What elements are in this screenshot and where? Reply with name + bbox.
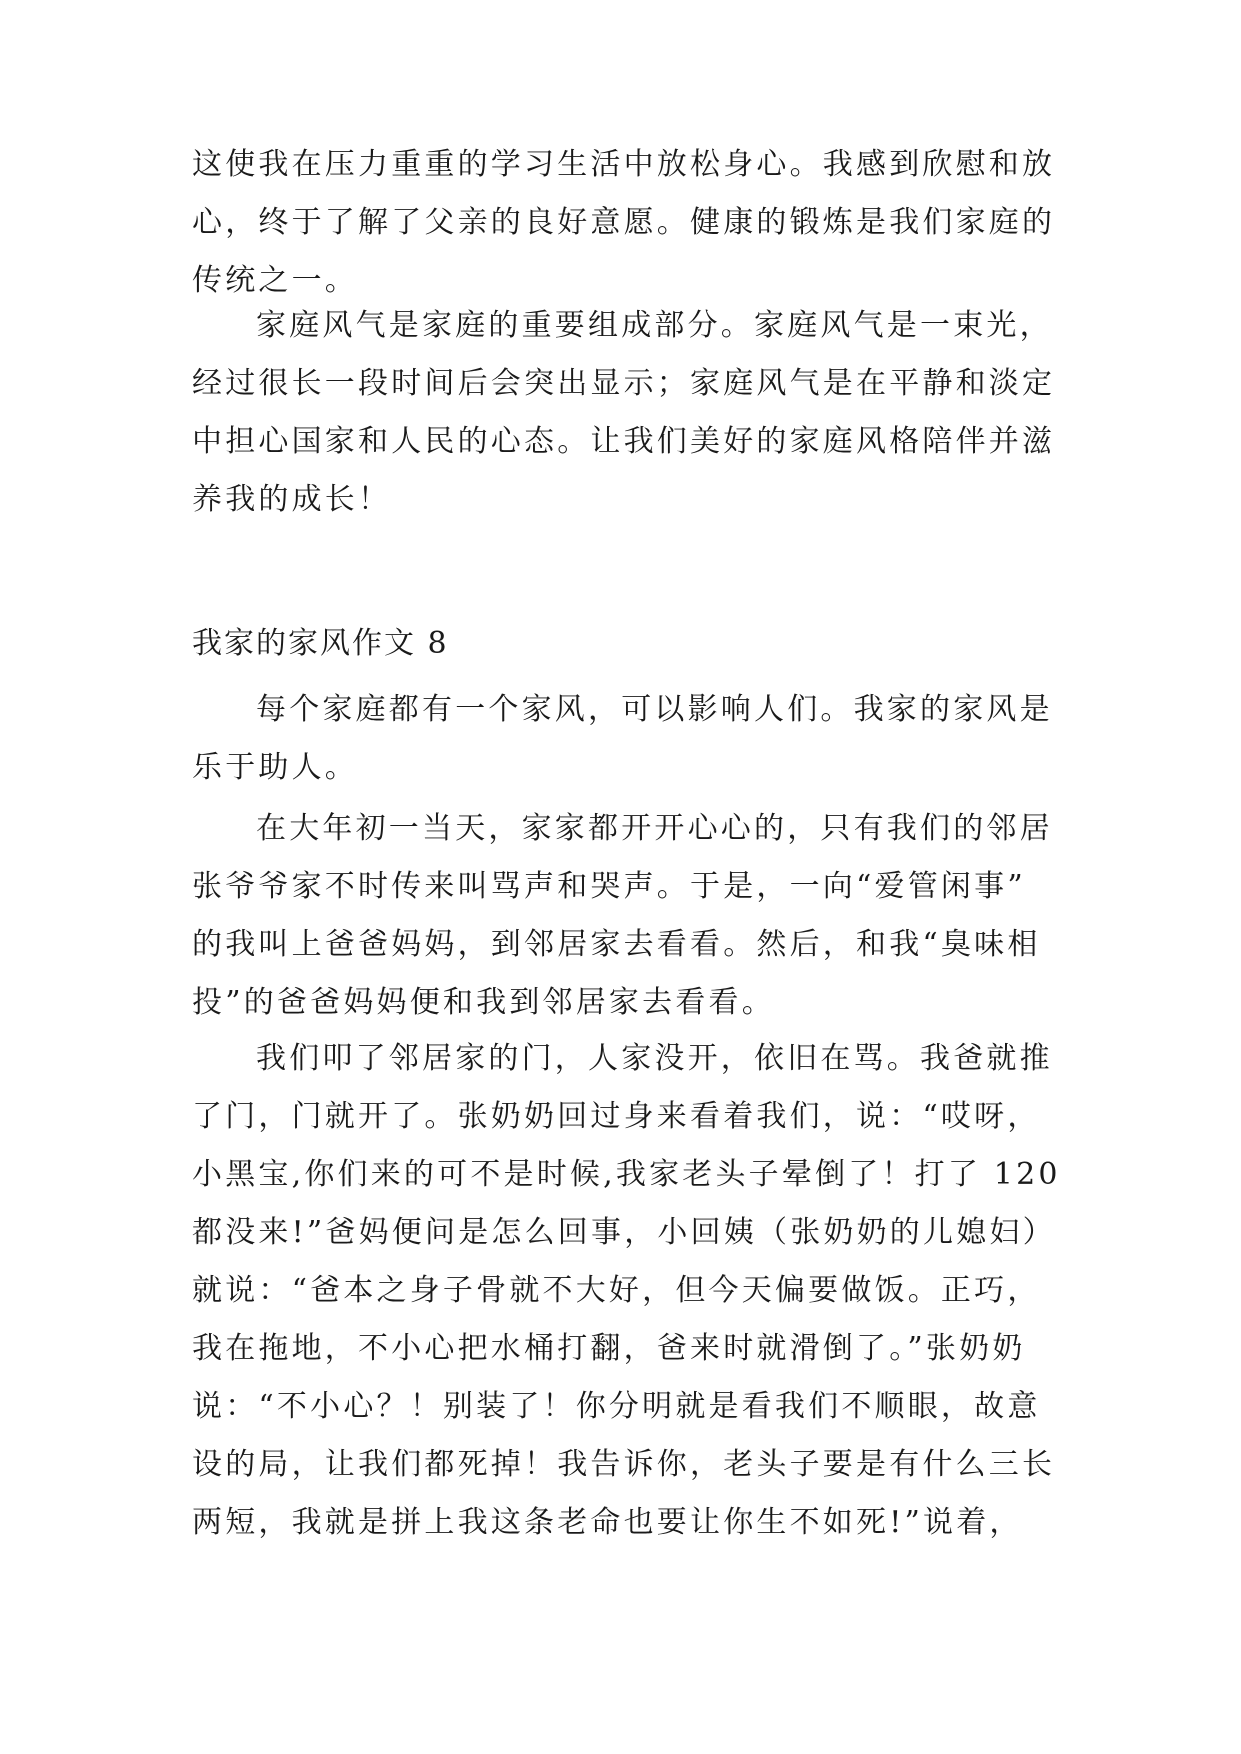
text-line: 传统之一。: [192, 263, 358, 298]
text-line: 小黑宝,你们来的可不是时候,我家老头子晕倒了！打了 120: [192, 1157, 1061, 1192]
text-line: 两短，我就是拼上我这条老命也要让你生不如死!”说着，: [192, 1505, 1023, 1540]
text-line: 张爷爷家不时传来叫骂声和哭声。于是，一向“爱管闲事”: [192, 869, 1026, 904]
text-line: 就说：“爸本之身子骨就不大好，但今天偏要做饭。正巧，: [192, 1273, 1041, 1308]
text-line: 设的局，让我们都死掉！我告诉你，老头子要是有什么三长: [192, 1447, 1056, 1482]
text-line: 家庭风气是家庭的重要组成部分。家庭风气是一束光，: [256, 308, 1053, 343]
text-line: 我们叩了邻居家的门，人家没开，依旧在骂。我爸就推: [256, 1041, 1053, 1076]
text-line: 养我的成长！: [192, 482, 392, 517]
text-line: 都没来!”爸妈便问是怎么回事，小回姨（张奶奶的儿媳妇）: [192, 1215, 1056, 1250]
paragraph-1: [192, 136, 1062, 310]
paragraph-3: [192, 681, 1062, 797]
text-line: 这使我在压力重重的学习生活中放松身心。我感到欣慰和放: [192, 147, 1056, 182]
text-line: 心，终于了解了父亲的良好意愿。健康的锻炼是我们家庭的: [192, 205, 1056, 240]
text-line: 乐于助人。: [192, 750, 358, 785]
text-line: 的我叫上爸爸妈妈，到邻居家去看看。然后，和我“臭味相: [192, 927, 1041, 962]
text-line: 说：“不小心？！别装了！你分明就是看我们不顺眼，故意: [192, 1389, 1041, 1424]
section-heading-block: [192, 615, 1062, 673]
text-line: 在大年初一当天，家家都开开心心的，只有我们的邻居: [256, 811, 1053, 846]
text-line: 投”的爸爸妈妈便和我到邻居家去看看。: [192, 985, 775, 1020]
text-line: 中担心国家和人民的心态。让我们美好的家庭风格陪伴并滋: [192, 424, 1056, 459]
text-line: 每个家庭都有一个家风，可以影响人们。我家的家风是: [256, 692, 1053, 727]
paragraph-5: [192, 1030, 1062, 1552]
paragraph-4: [192, 800, 1062, 1032]
text-line: 我在拖地，不小心把水桶打翻，爸来时就滑倒了。”张奶奶: [192, 1331, 1026, 1366]
text-line: 经过很长一段时间后会突出显示；家庭风气是在平静和淡定: [192, 366, 1056, 401]
text-line: 了门，门就开了。张奶奶回过身来看着我们，说：“哎呀，: [192, 1099, 1041, 1134]
paragraph-2: [192, 297, 1062, 529]
section-heading: 我家的家风作文 8: [192, 626, 449, 661]
